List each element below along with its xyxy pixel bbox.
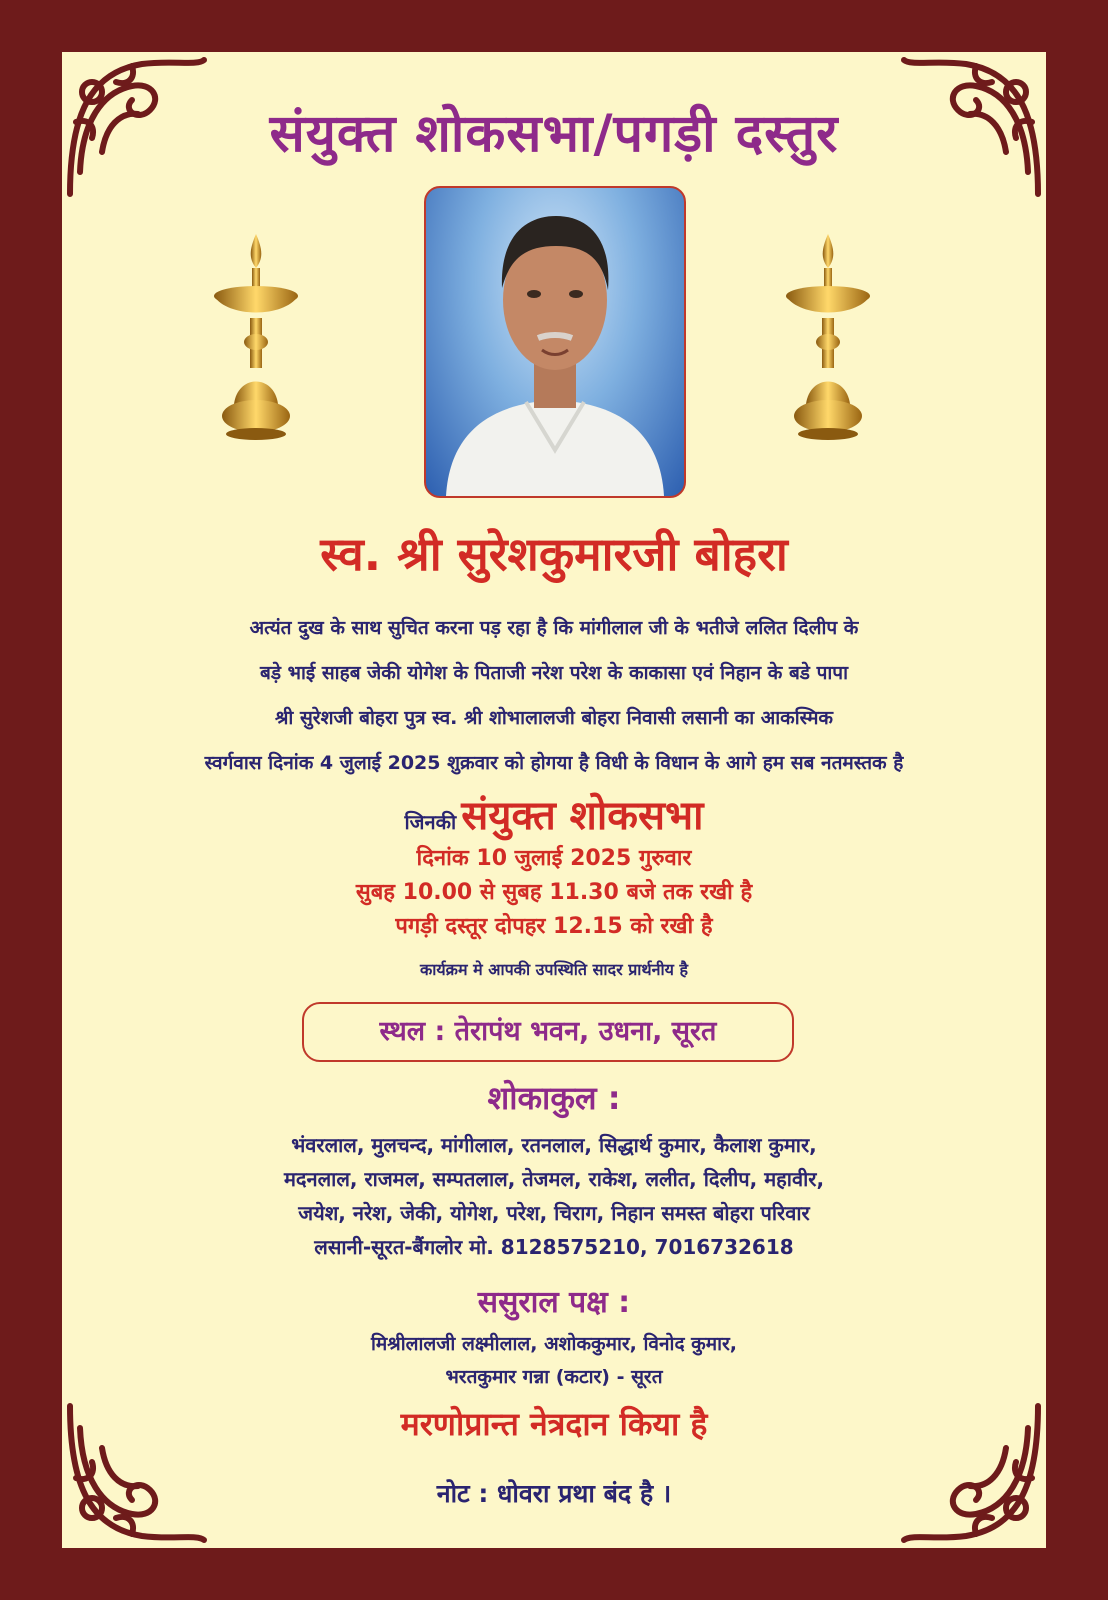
event-line: दिनांक 10 जुलाई 2025 गुरुवार [416, 846, 692, 871]
brass-lamp-icon [780, 234, 876, 444]
sasural-heading: ससुराल पक्ष : [477, 1285, 631, 1320]
shokakul-line: लसानी-सूरत-बैंगलोर मो. 8128575210, 7016732618 [314, 1235, 794, 1259]
sasural-list [62, 1328, 1046, 1394]
shokakul-line: मदनलाल, राजमल, सम्पतलाल, तेजमल, राकेश, ललीत, दिलीप, महावीर, [283, 1167, 825, 1191]
netradan-notice: मरणोप्रान्त नेत्रदान किया है [400, 1405, 708, 1443]
portrait-photo [424, 186, 686, 498]
shokakul-line: भंवरलाल, मुलचन्द, मांगीलाल, रतनलाल, सिद्धार्थ कुमार, कैलाश कुमार, [291, 1133, 817, 1157]
announcement-message [62, 606, 1046, 786]
sasural-line: भरतकुमार गन्ना (कटार) - सूरत [445, 1366, 663, 1388]
event-line: सुबह 10.00 से सुबह 11.30 बजे तक रखी है [355, 880, 753, 905]
message-line: श्री सुरेशजी बोहरा पुत्र स्व. श्री शोभालालजी बोहरा निवासी लसानी का आकस्मिक [274, 707, 834, 729]
shokakul-line: जयेश, नरेश, जेकी, योगेश, परेश, चिराग, निहान समस्त बोहरा परिवार [298, 1201, 810, 1225]
card [62, 52, 1046, 1548]
event-details [62, 842, 1046, 944]
shokakul-heading: शोकाकुल : [487, 1079, 621, 1117]
invite-text: कार्यक्रम मे आपकी उपस्थिति सादर प्रार्थनीय है [419, 960, 689, 979]
shokakul-list [62, 1128, 1046, 1264]
deceased-name: स्व. श्री सुरेशकुमारजी बोहरा [320, 527, 788, 581]
sabha-label: संयुक्त शोकसभा [461, 793, 704, 839]
jinki-label: जिनकी [404, 810, 457, 834]
event-line: पगड़ी दस्तूर दोपहर 12.15 को रखी है [395, 914, 713, 939]
venue-box: स्थल : तेरापंथ भवन, उधना, सूरत [302, 1002, 794, 1062]
sabha-heading [62, 786, 1046, 841]
message-line: स्वर्गवास दिनांक 4 जुलाई 2025 शुक्रवार को होगया है विधी के विधान के आगे हम सब नतमस्तक है [204, 752, 904, 774]
message-line: बड़े भाई साहब जेकी योगेश के पिताजी नरेश परेश के काकासा एवं निहान के बडे पापा [259, 662, 849, 684]
sasural-line: मिश्रीलालजी लक्ष्मीलाल, अशोककुमार, विनोद कुमार, [370, 1333, 738, 1355]
note-text: नोट : धोवरा प्रथा बंद है । [436, 1479, 672, 1508]
page-title: संयुक्त शोकसभा/पगड़ी दस्तुर [269, 104, 839, 164]
message-line: अत्यंत दुख के साथ सुचित करना पड़ रहा है कि मांगीलाल जी के भतीजे ललित दिलीप के [249, 617, 859, 639]
brass-lamp-icon [208, 234, 304, 444]
